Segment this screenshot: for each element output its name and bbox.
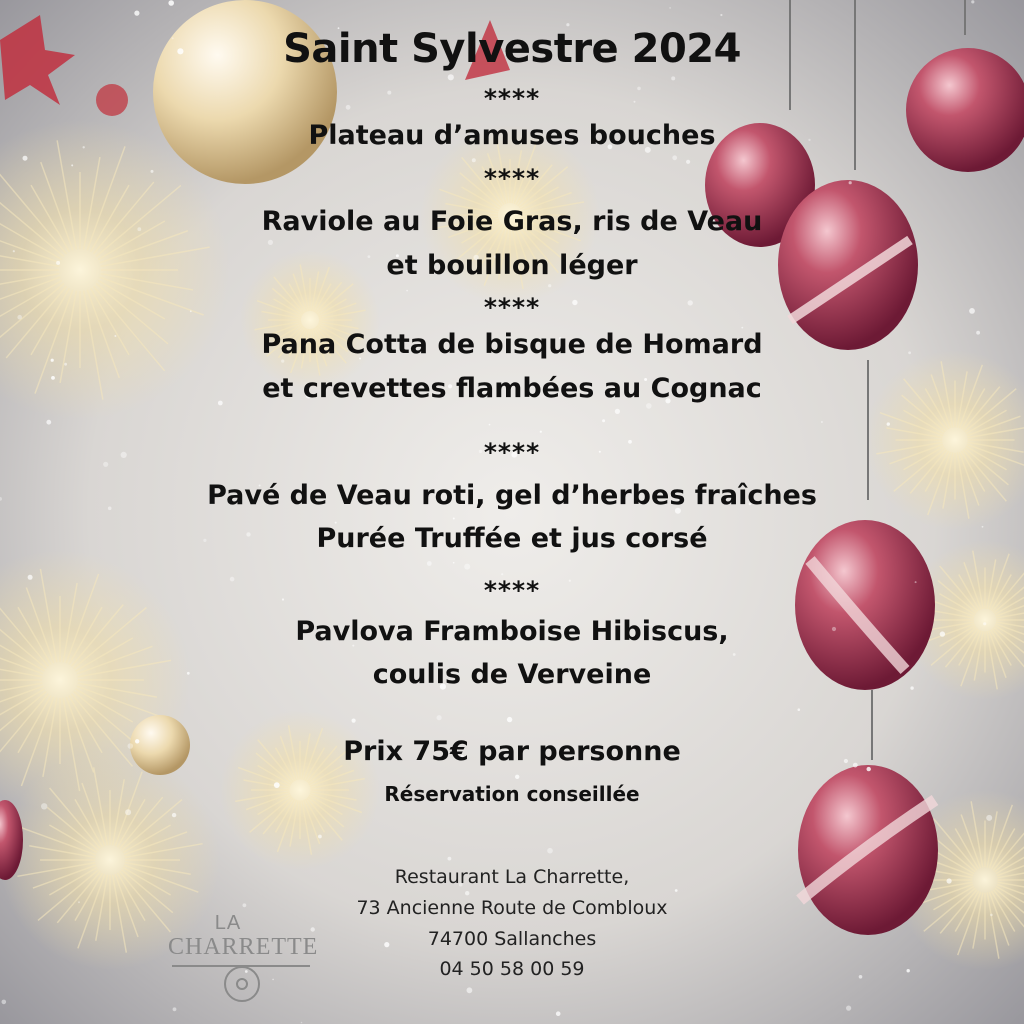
course-separator: **** (483, 164, 541, 193)
menu-title: Saint Sylvestre 2024 (283, 26, 741, 72)
course-4-line-2: Purée Truffée et jus corsé (316, 523, 708, 554)
logo-text-la: LA (214, 912, 242, 934)
course-1-line-1: Plateau d’amuses bouches (308, 120, 716, 151)
course-4-line-1: Pavé de Veau roti, gel d’herbes fraîches (207, 480, 817, 511)
course-3-line-2: et crevettes flambées au Cognac (262, 373, 762, 404)
restaurant-name: Restaurant La Charrette, (394, 866, 630, 888)
course-separator: **** (483, 576, 541, 605)
wheel-icon (168, 962, 318, 1012)
course-separator: **** (483, 438, 541, 467)
course-separator: **** (483, 293, 541, 322)
restaurant-phone: 04 50 58 00 59 (439, 958, 585, 980)
course-2-line-2: et bouillon léger (386, 250, 638, 281)
course-5-line-1: Pavlova Framboise Hibiscus, (295, 616, 729, 647)
course-separator: **** (483, 84, 541, 113)
course-3-line-1: Pana Cotta de bisque de Homard (261, 329, 763, 360)
reservation-note: Réservation conseillée (384, 782, 640, 806)
course-5-line-2: coulis de Verveine (372, 659, 652, 690)
restaurant-city: 74700 Sallanches (427, 928, 597, 950)
la-charrette-logo (168, 912, 318, 1004)
course-2-line-1: Raviole au Foie Gras, ris de Veau (261, 206, 763, 237)
logo-text-charrette: CHARRETTE (168, 934, 319, 960)
price-text: Prix 75€ par personne (343, 736, 681, 767)
restaurant-street: 73 Ancienne Route de Combloux (356, 897, 668, 919)
